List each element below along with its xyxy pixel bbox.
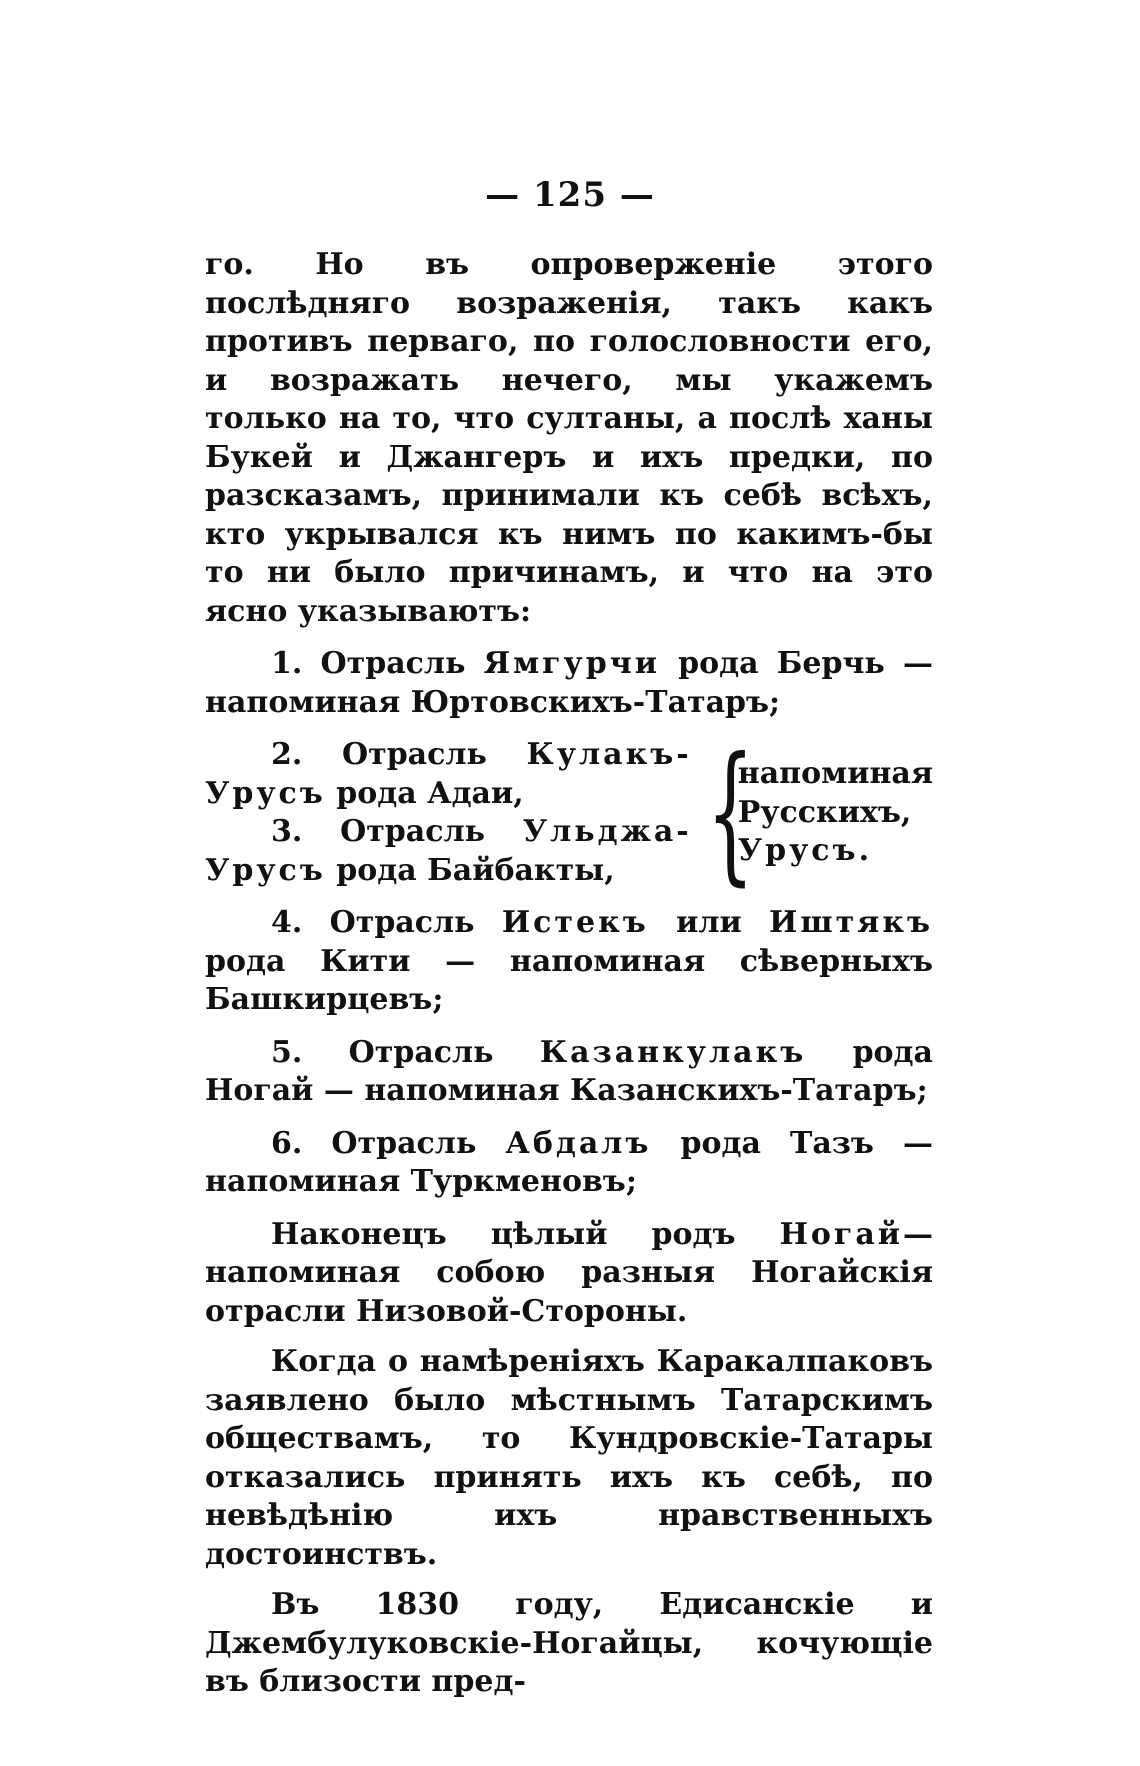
item-number: 4. (271, 905, 303, 940)
clan-name: Ногай (779, 1216, 904, 1252)
page-body (205, 246, 933, 1702)
paragraph-karakalpak: Когда о намѣреніяхъ Каракалпаковъ заявлено было мѣстнымъ Татарскимъ обществамъ, то Кундровскіе-Татары отказались принять ихъ къ себѣ, по невѣдѣнію ихъ нравственныхъ достоинствъ. (205, 1344, 933, 1572)
bracket-label-line: Урусъ. (737, 833, 873, 869)
item-prefix: Отрасль (341, 737, 487, 772)
item-text: рода Берчь — напоминая Юртовскихъ-Татаръ; (205, 646, 933, 720)
branch-name: Истекъ (501, 905, 649, 940)
list-item-4 (205, 904, 933, 1020)
item-number: 3. (271, 814, 303, 849)
branch-name: Абдалъ (505, 1125, 652, 1161)
item-text: рода Ногай — напоминая Казанскихъ-Татаръ; (205, 1034, 933, 1108)
bracketed-items-2-3 (205, 726, 933, 900)
item-prefix: Отрасль (331, 1125, 477, 1161)
branch-name-alt: Иштякъ (769, 905, 934, 940)
paragraph-finally (205, 1216, 933, 1332)
page-number: — 125 — (485, 175, 655, 215)
item-prefix: Отрасль (329, 905, 475, 940)
item-text: рода Адаи, (336, 775, 524, 811)
item-prefix: Наконецъ цѣлый родъ (271, 1216, 736, 1252)
item-number: 1. (271, 646, 303, 681)
item-number: 5. (271, 1034, 303, 1070)
list-item-6 (205, 1125, 933, 1202)
bracket-label-line: напоминая (737, 756, 933, 792)
bracket-label-line: Русскихъ, (737, 794, 912, 830)
curly-brace-icon: { (706, 726, 754, 900)
item-number: 2. (271, 737, 303, 772)
item-prefix: Отрасль (348, 1034, 494, 1070)
branch-name: Ямгурчи (483, 646, 660, 681)
item-text: или (676, 905, 742, 940)
paragraph-1830: Въ 1830 году, Едисанскіе и Джембулуковскіе-Ногайцы, кочующіе въ близости пред- (205, 1587, 933, 1699)
item-text: рода Кити — напоминая сѣверныхъ Башкирцевъ; (205, 943, 933, 1017)
branch-name: Кулакъ-Урусъ (205, 737, 692, 811)
list-item-5 (205, 1034, 933, 1111)
item-prefix: Отрасль (340, 814, 485, 849)
item-text: —напоминая собою разныя Ногайскія отрасли Низовой-Стороны. (205, 1216, 934, 1329)
item-number: 6. (271, 1125, 303, 1161)
list-item-2 (205, 736, 692, 813)
bracket-items (205, 736, 692, 890)
branch-name: Казанкулакъ (539, 1034, 807, 1070)
list-item-3 (205, 813, 692, 890)
paragraph-intro: го. Но въ опроверженіе этого послѣдняго возраженія, такъ какъ противъ перваго, по голословности его, и возражать нечего, мы укажемъ только на то, что султаны, а послѣ ханы Букей и Джангеръ и ихъ предки, по разсказамъ, принимали къ себѣ всѣхъ, кто укрывался къ нимъ по какимъ-бы то ни было причинамъ, и что на это ясно указываютъ: (205, 247, 933, 629)
list-item-1 (205, 645, 933, 722)
branch-name: Ульджа-Урусъ (205, 814, 692, 888)
item-text: рода Тазъ — напоминая Туркменовъ; (205, 1125, 934, 1199)
bracket-label (738, 755, 933, 871)
item-prefix: Отрасль (320, 646, 466, 681)
item-text: рода Байбакты, (336, 852, 615, 888)
